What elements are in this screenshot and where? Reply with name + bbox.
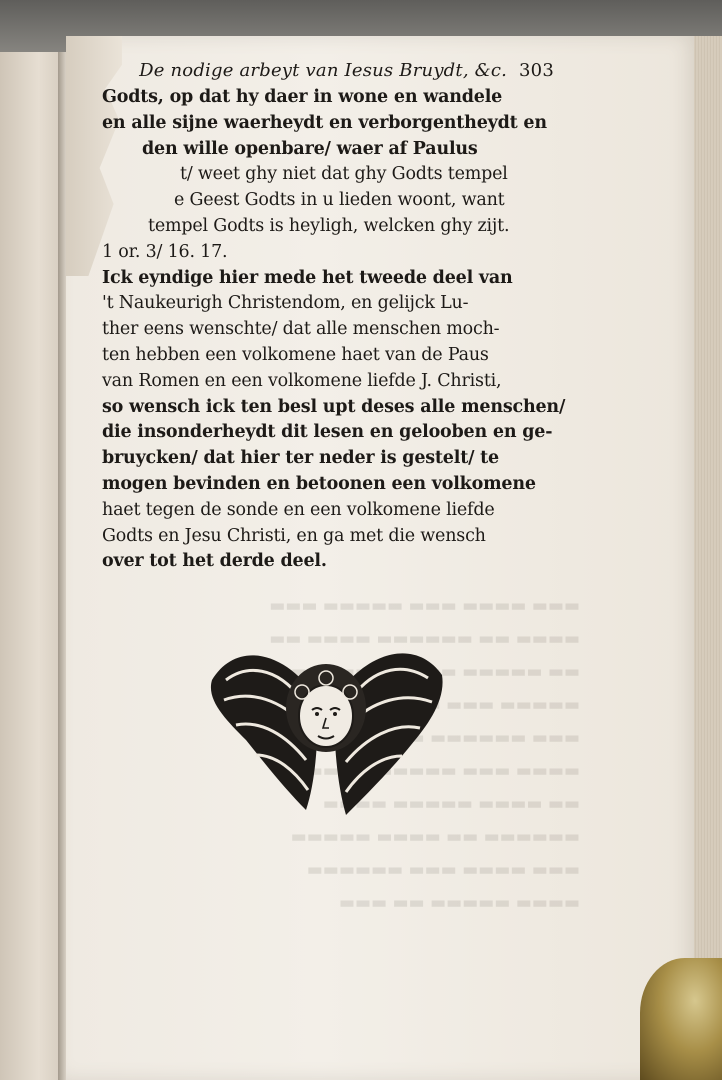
- text-line: e Geest Godts in u lieden woont, want: [174, 190, 505, 211]
- text-line: Godts en Jesu Christi, en ga met die wensch: [102, 525, 486, 546]
- text-line: Ick eyndige hier mede het tweede deel van: [102, 267, 513, 288]
- brass-clasp: [640, 958, 722, 1080]
- running-title: De nodige arbeyt van Iesus Bruydt, &c.: [139, 60, 508, 81]
- text-line: van Romen en een volkomene liefde J. Christi,: [102, 370, 502, 391]
- page-number: 303: [519, 60, 554, 81]
- winged-cherub-head-icon: [206, 630, 446, 820]
- running-header: [102, 60, 562, 81]
- text-line: 't Naukeurigh Christendom, en gelijck Lu-: [102, 293, 469, 314]
- text-line: ten hebben een volkomene haet van de Paus: [102, 344, 489, 365]
- text-line: over tot het derde deel.: [102, 551, 327, 572]
- text-line: mogen bevinden en betoonen een volkomene: [102, 473, 536, 494]
- text-line: bruycken/ dat hier ter neder is gestelt/ te: [102, 448, 499, 469]
- page-fore-edge: [694, 36, 722, 1080]
- text-line: 1 or. 3/ 16. 17.: [102, 241, 228, 262]
- text-line: die insonderheydt dit lesen en gelooben en ge-: [102, 422, 553, 443]
- text-line: en alle sijne waerheydt en verborgentheydt en: [102, 112, 547, 133]
- text-line: den wille openbare/ waer af Paulus: [142, 138, 478, 159]
- page-text-block: [102, 60, 566, 575]
- text-line: haet tegen de sonde en een volkomene liefde: [102, 499, 495, 520]
- text-line: Godts, op dat hy daer in wone en wandele: [102, 87, 503, 107]
- text-line: tempel Godts is heyligh, welcken ghy zijt.: [148, 215, 510, 236]
- text-line: ther eens wenschte/ dat alle menschen moch-: [102, 319, 500, 340]
- text-line: t/ weet ghy niet dat ghy Godts tempel: [180, 164, 508, 185]
- text-line: so wensch ick ten besl upt deses alle menschen/: [102, 396, 566, 417]
